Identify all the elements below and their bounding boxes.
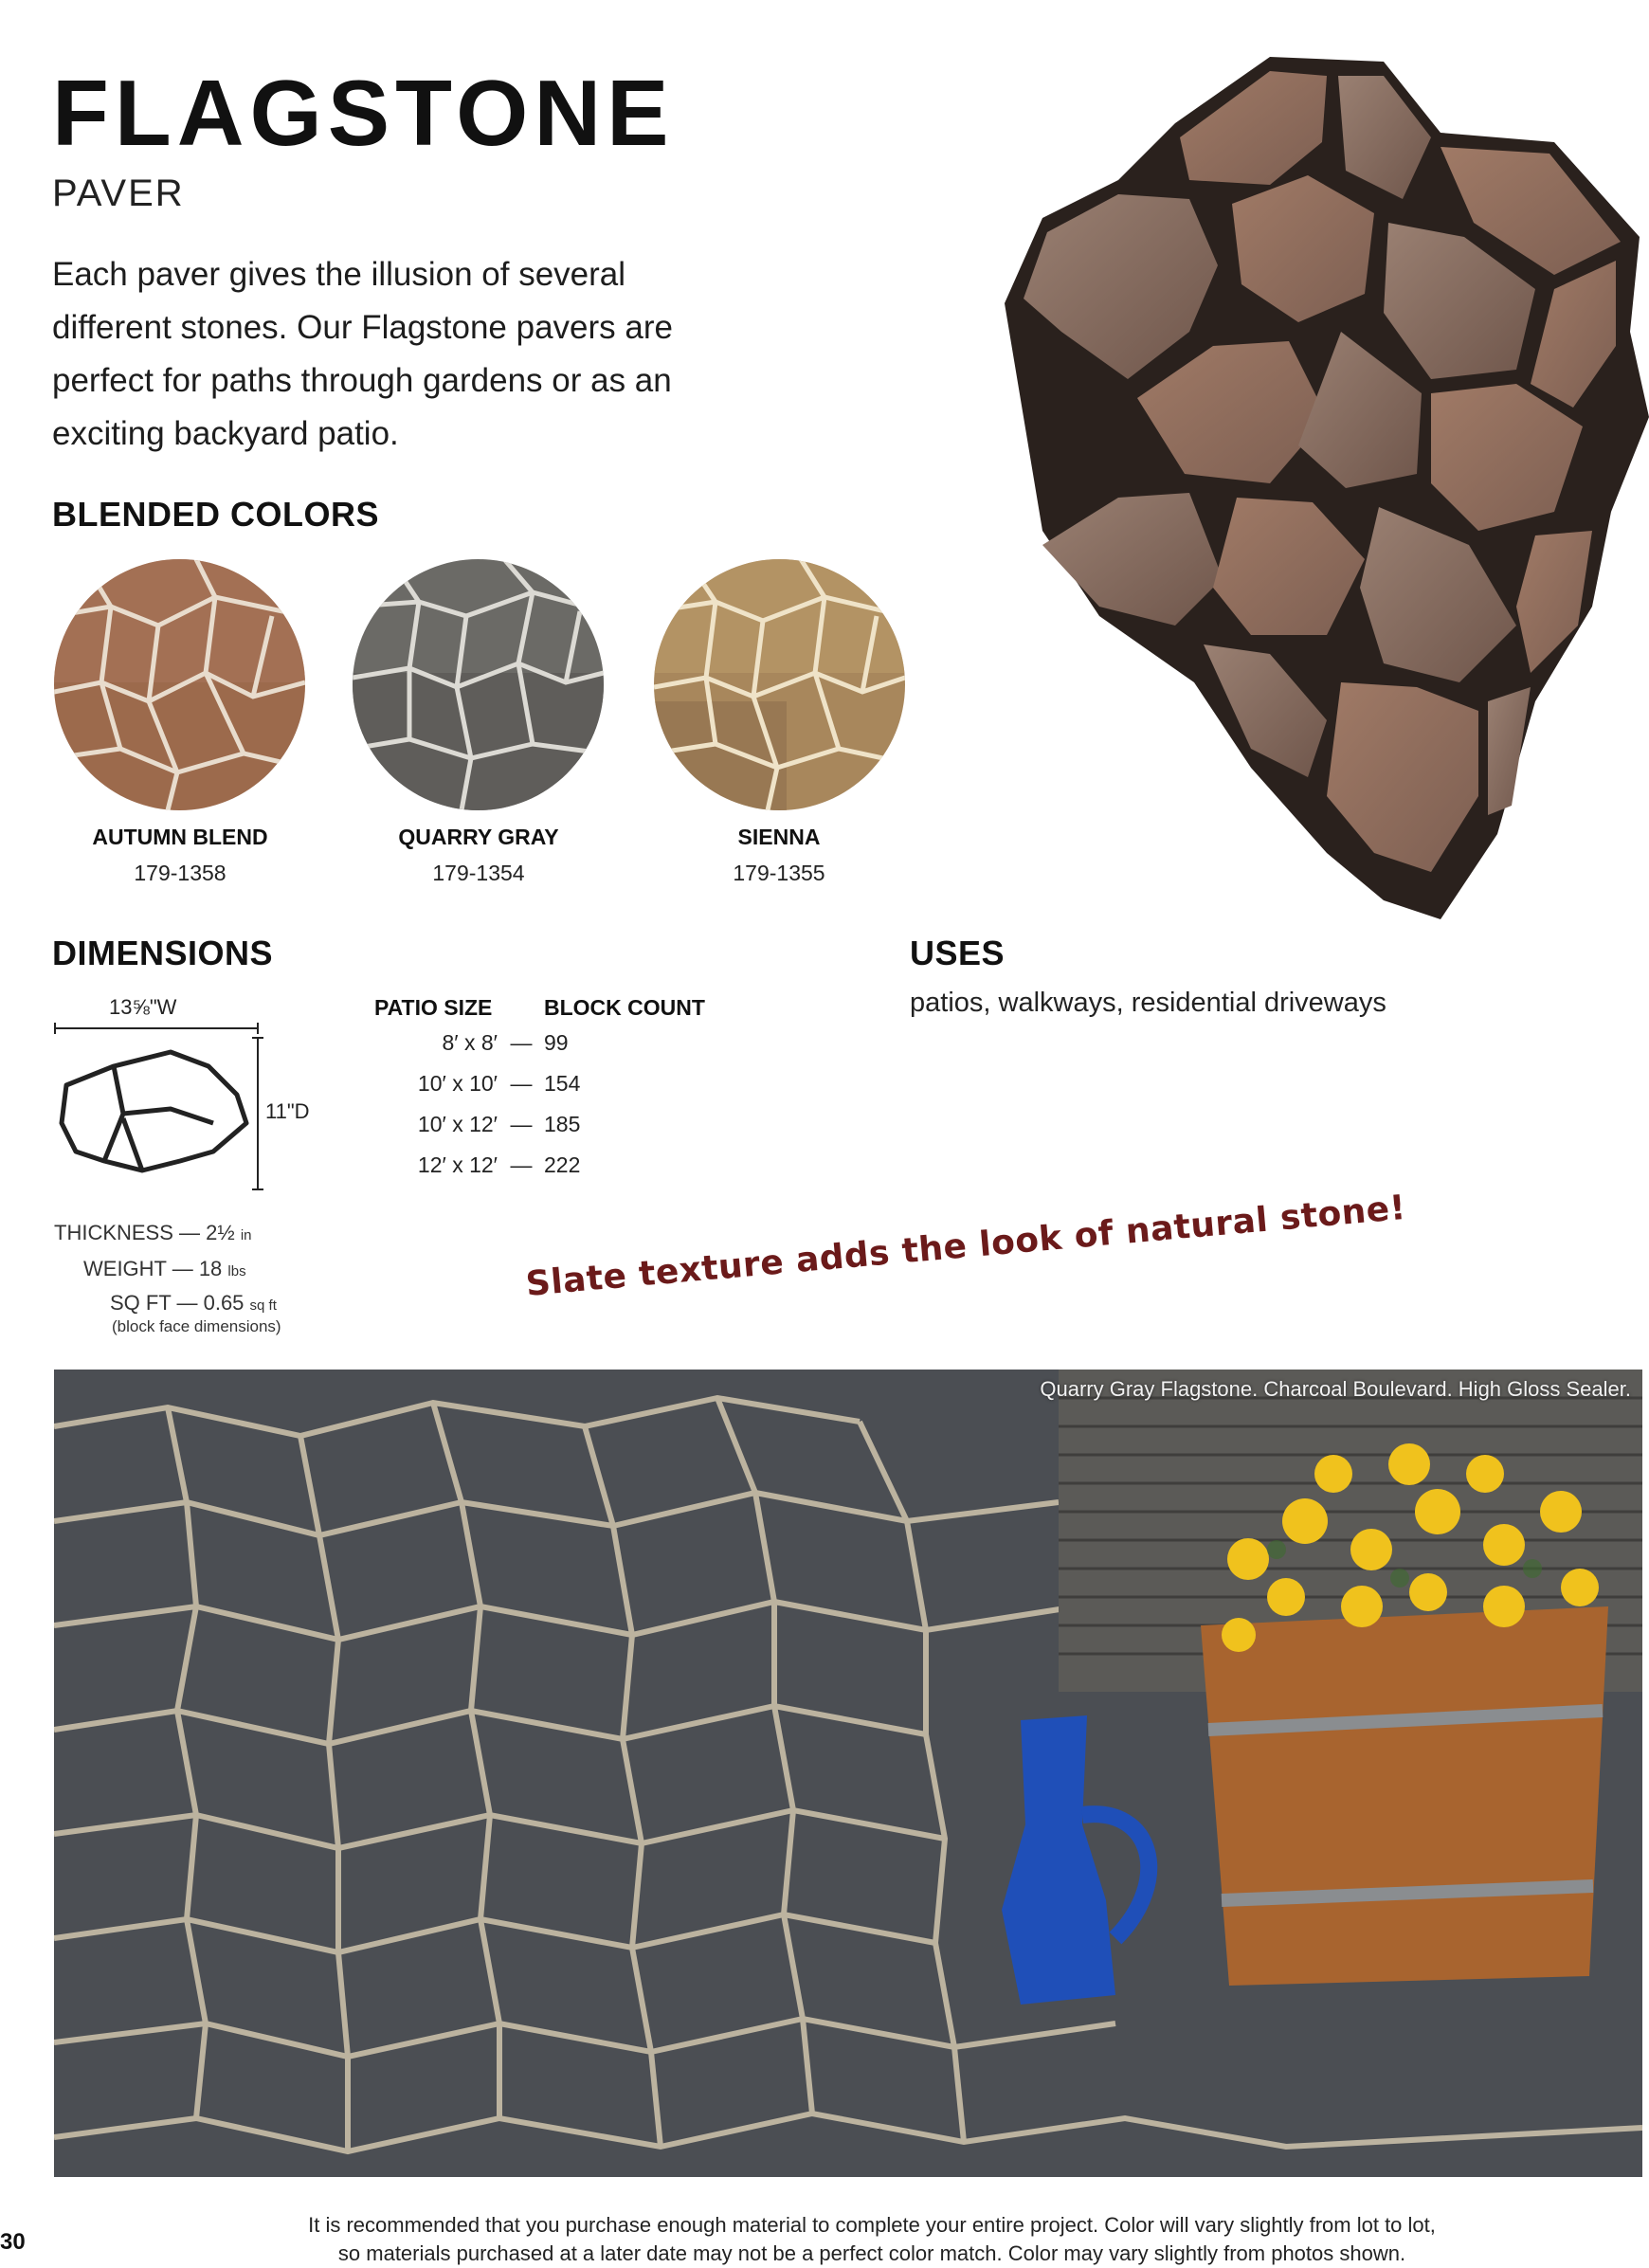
thickness-spec xyxy=(54,1221,252,1245)
weight-unit: lbs xyxy=(227,1263,246,1279)
patio-size-header: PATIO SIZE xyxy=(374,995,493,1020)
patio-dash: — xyxy=(510,1112,533,1136)
swatch-autumn-blend xyxy=(54,559,305,810)
paver-outline-diagram xyxy=(47,1019,275,1199)
patio-photo xyxy=(54,1370,1642,2177)
swatch-name-sienna: SIENNA xyxy=(737,825,821,849)
swatch-sienna xyxy=(654,559,905,810)
swatch-name-quarry-gray: QUARRY GRAY xyxy=(398,825,559,849)
depth-label: 11"D xyxy=(265,1099,310,1123)
patio-dash: — xyxy=(510,1071,533,1096)
page-number: 30 xyxy=(0,2229,26,2255)
patio-photo-illustration xyxy=(54,1370,1642,2177)
block-count-cell: 185 xyxy=(544,1112,581,1136)
sqft-label: SQ FT — 0.65 xyxy=(110,1291,245,1315)
footer-note xyxy=(190,2211,1554,2268)
swatch-name-autumn-blend: AUTUMN BLEND xyxy=(92,825,268,849)
patio-size-cell: 8′ x 8′ xyxy=(442,1030,498,1055)
block-count-cell: 154 xyxy=(544,1071,581,1096)
swatch-code-autumn-blend: 179-1358 xyxy=(134,861,227,885)
photo-caption: Quarry Gray Flagstone. Charcoal Boulevard. High Gloss Sealer. xyxy=(1040,1377,1631,1401)
block-count-cell: 99 xyxy=(544,1030,569,1055)
product-subtitle: PAVER xyxy=(52,172,185,214)
flagstone-paver-image xyxy=(986,19,1649,929)
width-label: 13⅝"W xyxy=(109,995,177,1019)
swatch-code-quarry-gray: 179-1354 xyxy=(432,861,525,885)
sqft-unit: sq ft xyxy=(249,1297,277,1314)
product-title: FLAGSTONE xyxy=(52,61,675,165)
patio-size-cell: 12′ x 12′ xyxy=(417,1152,498,1177)
patio-dash: — xyxy=(510,1030,533,1055)
callout-text: Slate texture adds the look of natural stone! xyxy=(524,1188,1408,1304)
blended-colors-heading: BLENDED COLORS xyxy=(52,495,380,534)
dimensions-heading: DIMENSIONS xyxy=(52,934,274,972)
uses-text: patios, walkways, residential driveways xyxy=(910,988,1386,1018)
block-count-header: BLOCK COUNT xyxy=(544,995,705,1020)
sqft-note: (block face dimensions) xyxy=(112,1317,281,1335)
swatch-code-sienna: 179-1355 xyxy=(733,861,825,885)
weight-spec xyxy=(83,1257,246,1281)
footer-note-line-1: It is recommended that you purchase enough material to complete your entire project. Color will vary slightly from lot to lot, xyxy=(308,2213,1436,2237)
thickness-label: THICKNESS — 2½ xyxy=(54,1221,235,1244)
block-count-cell: 222 xyxy=(544,1152,581,1177)
uses-heading: USES xyxy=(910,934,1006,972)
patio-size-cell: 10′ x 12′ xyxy=(417,1112,498,1136)
patio-dash: — xyxy=(510,1152,533,1177)
footer-note-line-2: so materials purchased at a later date may not be a perfect color match. Color may vary slightly from photos shown. xyxy=(337,2241,1406,2265)
patio-size-cell: 10′ x 10′ xyxy=(417,1071,498,1096)
swatch-quarry-gray xyxy=(353,559,604,810)
sqft-spec xyxy=(110,1291,277,1315)
weight-label: WEIGHT — 18 xyxy=(83,1257,223,1280)
thickness-unit: in xyxy=(240,1227,252,1243)
product-description: Each paver gives the illusion of several different stones. Our Flagstone pavers are perfect for paths through gardens or as an exciting backyard patio. xyxy=(52,256,673,452)
